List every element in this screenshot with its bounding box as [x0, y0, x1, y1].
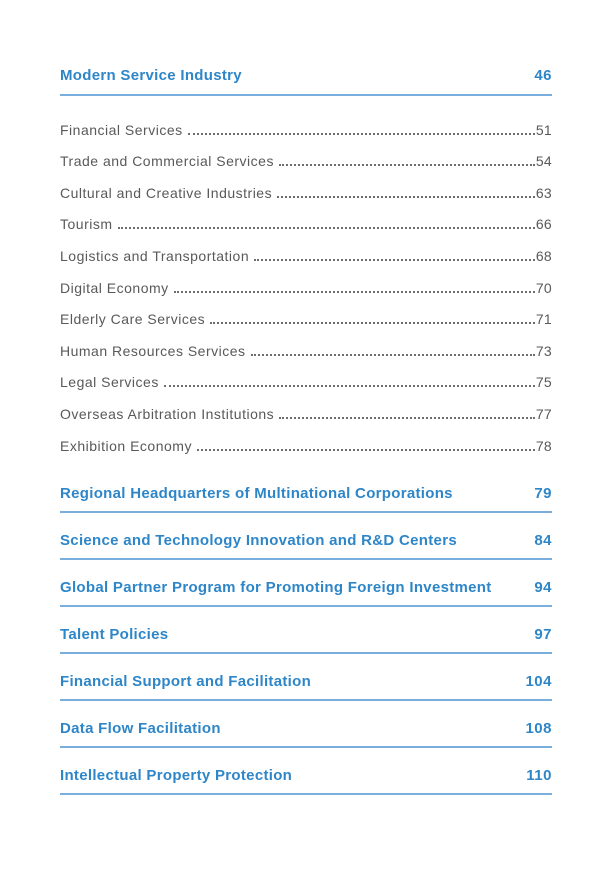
- toc-entry-page-number: 68: [535, 247, 552, 264]
- toc-section-page-number: 97: [534, 625, 552, 643]
- toc-top-section-page-number: 46: [534, 67, 552, 84]
- toc-entry-link[interactable]: [60, 398, 552, 430]
- dot-leader: [164, 385, 535, 387]
- dot-leader: [174, 291, 535, 293]
- toc-entry-link[interactable]: [60, 209, 552, 241]
- toc-section-link[interactable]: [60, 626, 552, 654]
- toc-section-page-number: 104: [525, 672, 552, 690]
- toc-section-link[interactable]: [60, 532, 552, 560]
- toc-section-link[interactable]: [60, 720, 552, 748]
- toc-section-link[interactable]: [60, 485, 552, 513]
- dot-leader: [277, 196, 535, 198]
- toc-entry-page-number: 78: [535, 437, 552, 454]
- toc-section-page-number: 108: [525, 719, 552, 737]
- toc-entry-page-number: 63: [535, 184, 552, 201]
- toc-section-link[interactable]: [60, 579, 552, 607]
- toc-entry-page-number: 70: [535, 279, 552, 296]
- toc-entry-link[interactable]: [60, 114, 552, 146]
- toc-section-label: Global Partner Program for Promoting Foreign Investment: [60, 578, 492, 596]
- dot-leader: [251, 354, 535, 356]
- toc-entry-list: [60, 114, 552, 462]
- toc-section-link[interactable]: [60, 673, 552, 701]
- toc-section-label: Science and Technology Innovation and R&D Centers: [60, 531, 457, 549]
- toc-entry-label: Cultural and Creative Industries: [60, 184, 273, 201]
- toc-entry-label: Human Resources Services: [60, 342, 246, 359]
- toc-section-page-number: 84: [534, 531, 552, 549]
- toc-entry-page-number: 73: [535, 342, 552, 359]
- dot-leader: [197, 449, 535, 451]
- toc-entry-link[interactable]: [60, 335, 552, 367]
- toc-entry-page-number: 71: [535, 311, 552, 328]
- toc-entry-label: Financial Services: [60, 121, 183, 138]
- dot-leader: [279, 164, 535, 166]
- toc-section-link[interactable]: [60, 767, 552, 795]
- dot-leader: [254, 259, 535, 261]
- toc-top-section-label: Modern Service Industry: [60, 67, 242, 84]
- dot-leader: [188, 133, 535, 135]
- toc-section-label: Talent Policies: [60, 625, 169, 643]
- toc-section-list: [60, 485, 552, 795]
- toc-entry-link[interactable]: [60, 177, 552, 209]
- toc-entry-link[interactable]: [60, 367, 552, 399]
- toc-section-label: Data Flow Facilitation: [60, 719, 221, 737]
- toc-entry-label: Trade and Commercial Services: [60, 153, 274, 170]
- toc-entry-link[interactable]: [60, 240, 552, 272]
- toc-entry-label: Legal Services: [60, 374, 159, 391]
- toc-entry-page-number: 77: [535, 405, 552, 422]
- toc-entry-page-number: 75: [535, 374, 552, 391]
- dot-leader: [118, 227, 535, 229]
- toc-section-label: Intellectual Property Protection: [60, 766, 293, 784]
- toc-entry-label: Exhibition Economy: [60, 437, 192, 454]
- toc-entry-label: Overseas Arbitration Institutions: [60, 405, 275, 422]
- dot-leader: [210, 322, 535, 324]
- toc-entry-link[interactable]: [60, 304, 552, 336]
- dot-leader: [279, 417, 535, 419]
- toc-section-label: Financial Support and Facilitation: [60, 672, 312, 690]
- toc-entry-page-number: 54: [535, 153, 552, 170]
- toc-entry-page-number: 66: [535, 216, 552, 233]
- toc-entry-page-number: 51: [535, 121, 552, 138]
- toc-entry-link[interactable]: [60, 146, 552, 178]
- toc-entry-label: Logistics and Transportation: [60, 247, 250, 264]
- toc-section-label: Regional Headquarters of Multinational Corporations: [60, 484, 453, 502]
- toc-top-section-link[interactable]: [60, 67, 552, 96]
- toc-section-page-number: 110: [526, 766, 552, 784]
- toc-entry-link[interactable]: [60, 430, 552, 462]
- toc-entry-label: Tourism: [60, 216, 113, 233]
- toc-entry-label: Elderly Care Services: [60, 311, 206, 328]
- toc-section-page-number: 79: [534, 484, 552, 502]
- toc-entry-link[interactable]: [60, 272, 552, 304]
- toc-entry-label: Digital Economy: [60, 279, 169, 296]
- toc-section-page-number: 94: [534, 578, 552, 596]
